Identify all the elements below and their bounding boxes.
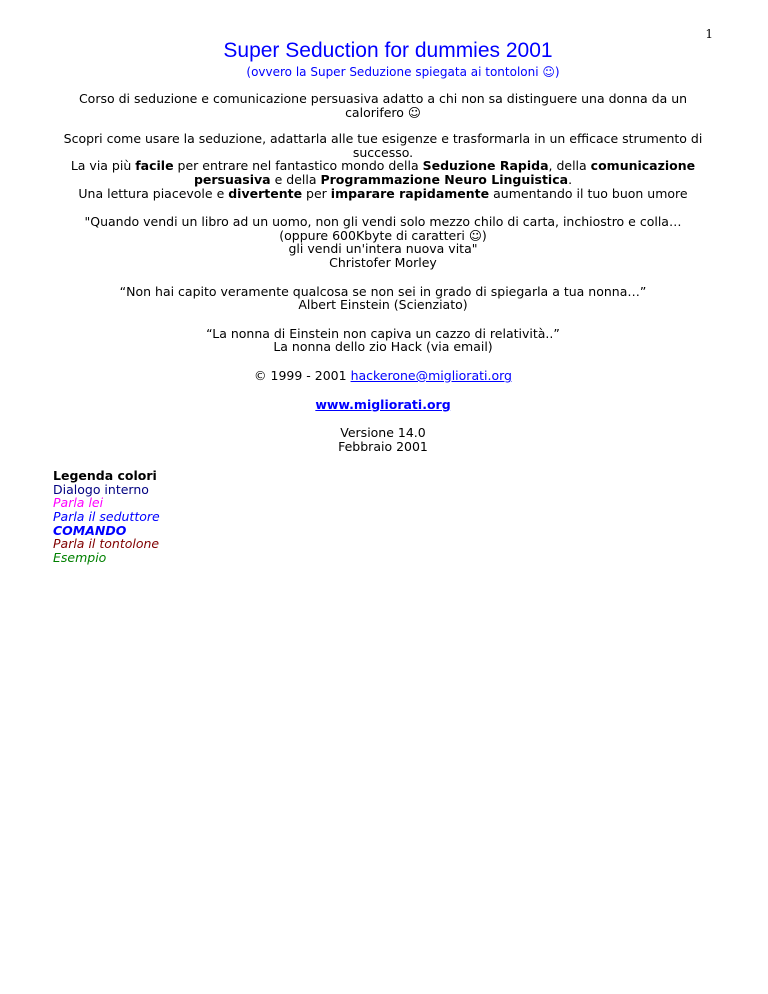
quote-nonna-author: La nonna dello zio Hack (via email) [273, 339, 493, 355]
quote-morley-author: Christofer Morley [329, 254, 437, 270]
document-title: Super Seduction for dummies 2001 [223, 39, 553, 62]
version-date: Febbraio 2001 [338, 438, 428, 454]
quote-morley-line-1: "Quando vendi un libro ad un uomo, non gli vendi solo mezzo chilo di carta, inchiostro e colla… [84, 214, 682, 230]
quote-nonna [53, 327, 713, 354]
description-line-3: Una lettura piacevole e divertente per imparare rapidamente aumentando il tuo buon umore [78, 185, 688, 201]
quote-einstein-line: “Non hai capito veramente qualcosa se non sei in grado di spiegarla a tua nonna…” [119, 283, 647, 299]
document-body [53, 38, 713, 564]
description-block [53, 132, 713, 200]
quote-einstein [53, 285, 713, 312]
quote-einstein-author: Albert Einstein (Scienziato) [298, 297, 468, 313]
legend-example: Esempio [53, 549, 107, 565]
quote-morley-line-3: gli vendi un'intera nuova vita" [288, 241, 478, 257]
page-number: 1 [705, 27, 713, 41]
quote-nonna-line: “La nonna di Einstein non capiva un cazzo di relatività..” [206, 325, 560, 341]
copyright-line: © 1999 - 2001 hackerone@migliorati.org [254, 367, 512, 383]
version-number: Versione 14.0 [340, 425, 426, 441]
website-link[interactable]: www.migliorati.org [315, 396, 451, 412]
quote-morley [53, 215, 713, 269]
intro-line: Corso di seduzione e comunicazione persuasiva adatto a chi non sa distinguere una donna da un calorifero ☺ [78, 91, 688, 120]
email-link[interactable]: hackerone@migliorati.org [350, 367, 512, 383]
legend-she-speaks: Parla lei [53, 495, 104, 511]
description-line-1: Scopri come usare la seduzione, adattarla alle tue esigenze e trasformarla in un efficace strumento di successo. [63, 131, 703, 160]
legend-title: Legenda colori [53, 468, 157, 484]
legend-internal-dialogue: Dialogo interno [53, 481, 149, 497]
document-subtitle: (ovvero la Super Seduzione spiegata ai tontoloni ☺) [246, 65, 560, 79]
color-legend [53, 469, 713, 564]
quote-morley-line-2: (oppure 600Kbyte di caratteri ☺) [279, 227, 487, 243]
legend-command: COMANDO [53, 522, 127, 538]
legend-seducer-speaks: Parla il seduttore [53, 509, 160, 525]
version-block [53, 426, 713, 453]
legend-dummy-speaks: Parla il tontolone [53, 536, 160, 552]
website-line [53, 398, 713, 412]
description-line-2: La via più facile per entrare nel fantastico mondo della Seduzione Rapida, della comunicazione persuasiva e della Programmazione Neuro Linguistica. [70, 158, 696, 187]
